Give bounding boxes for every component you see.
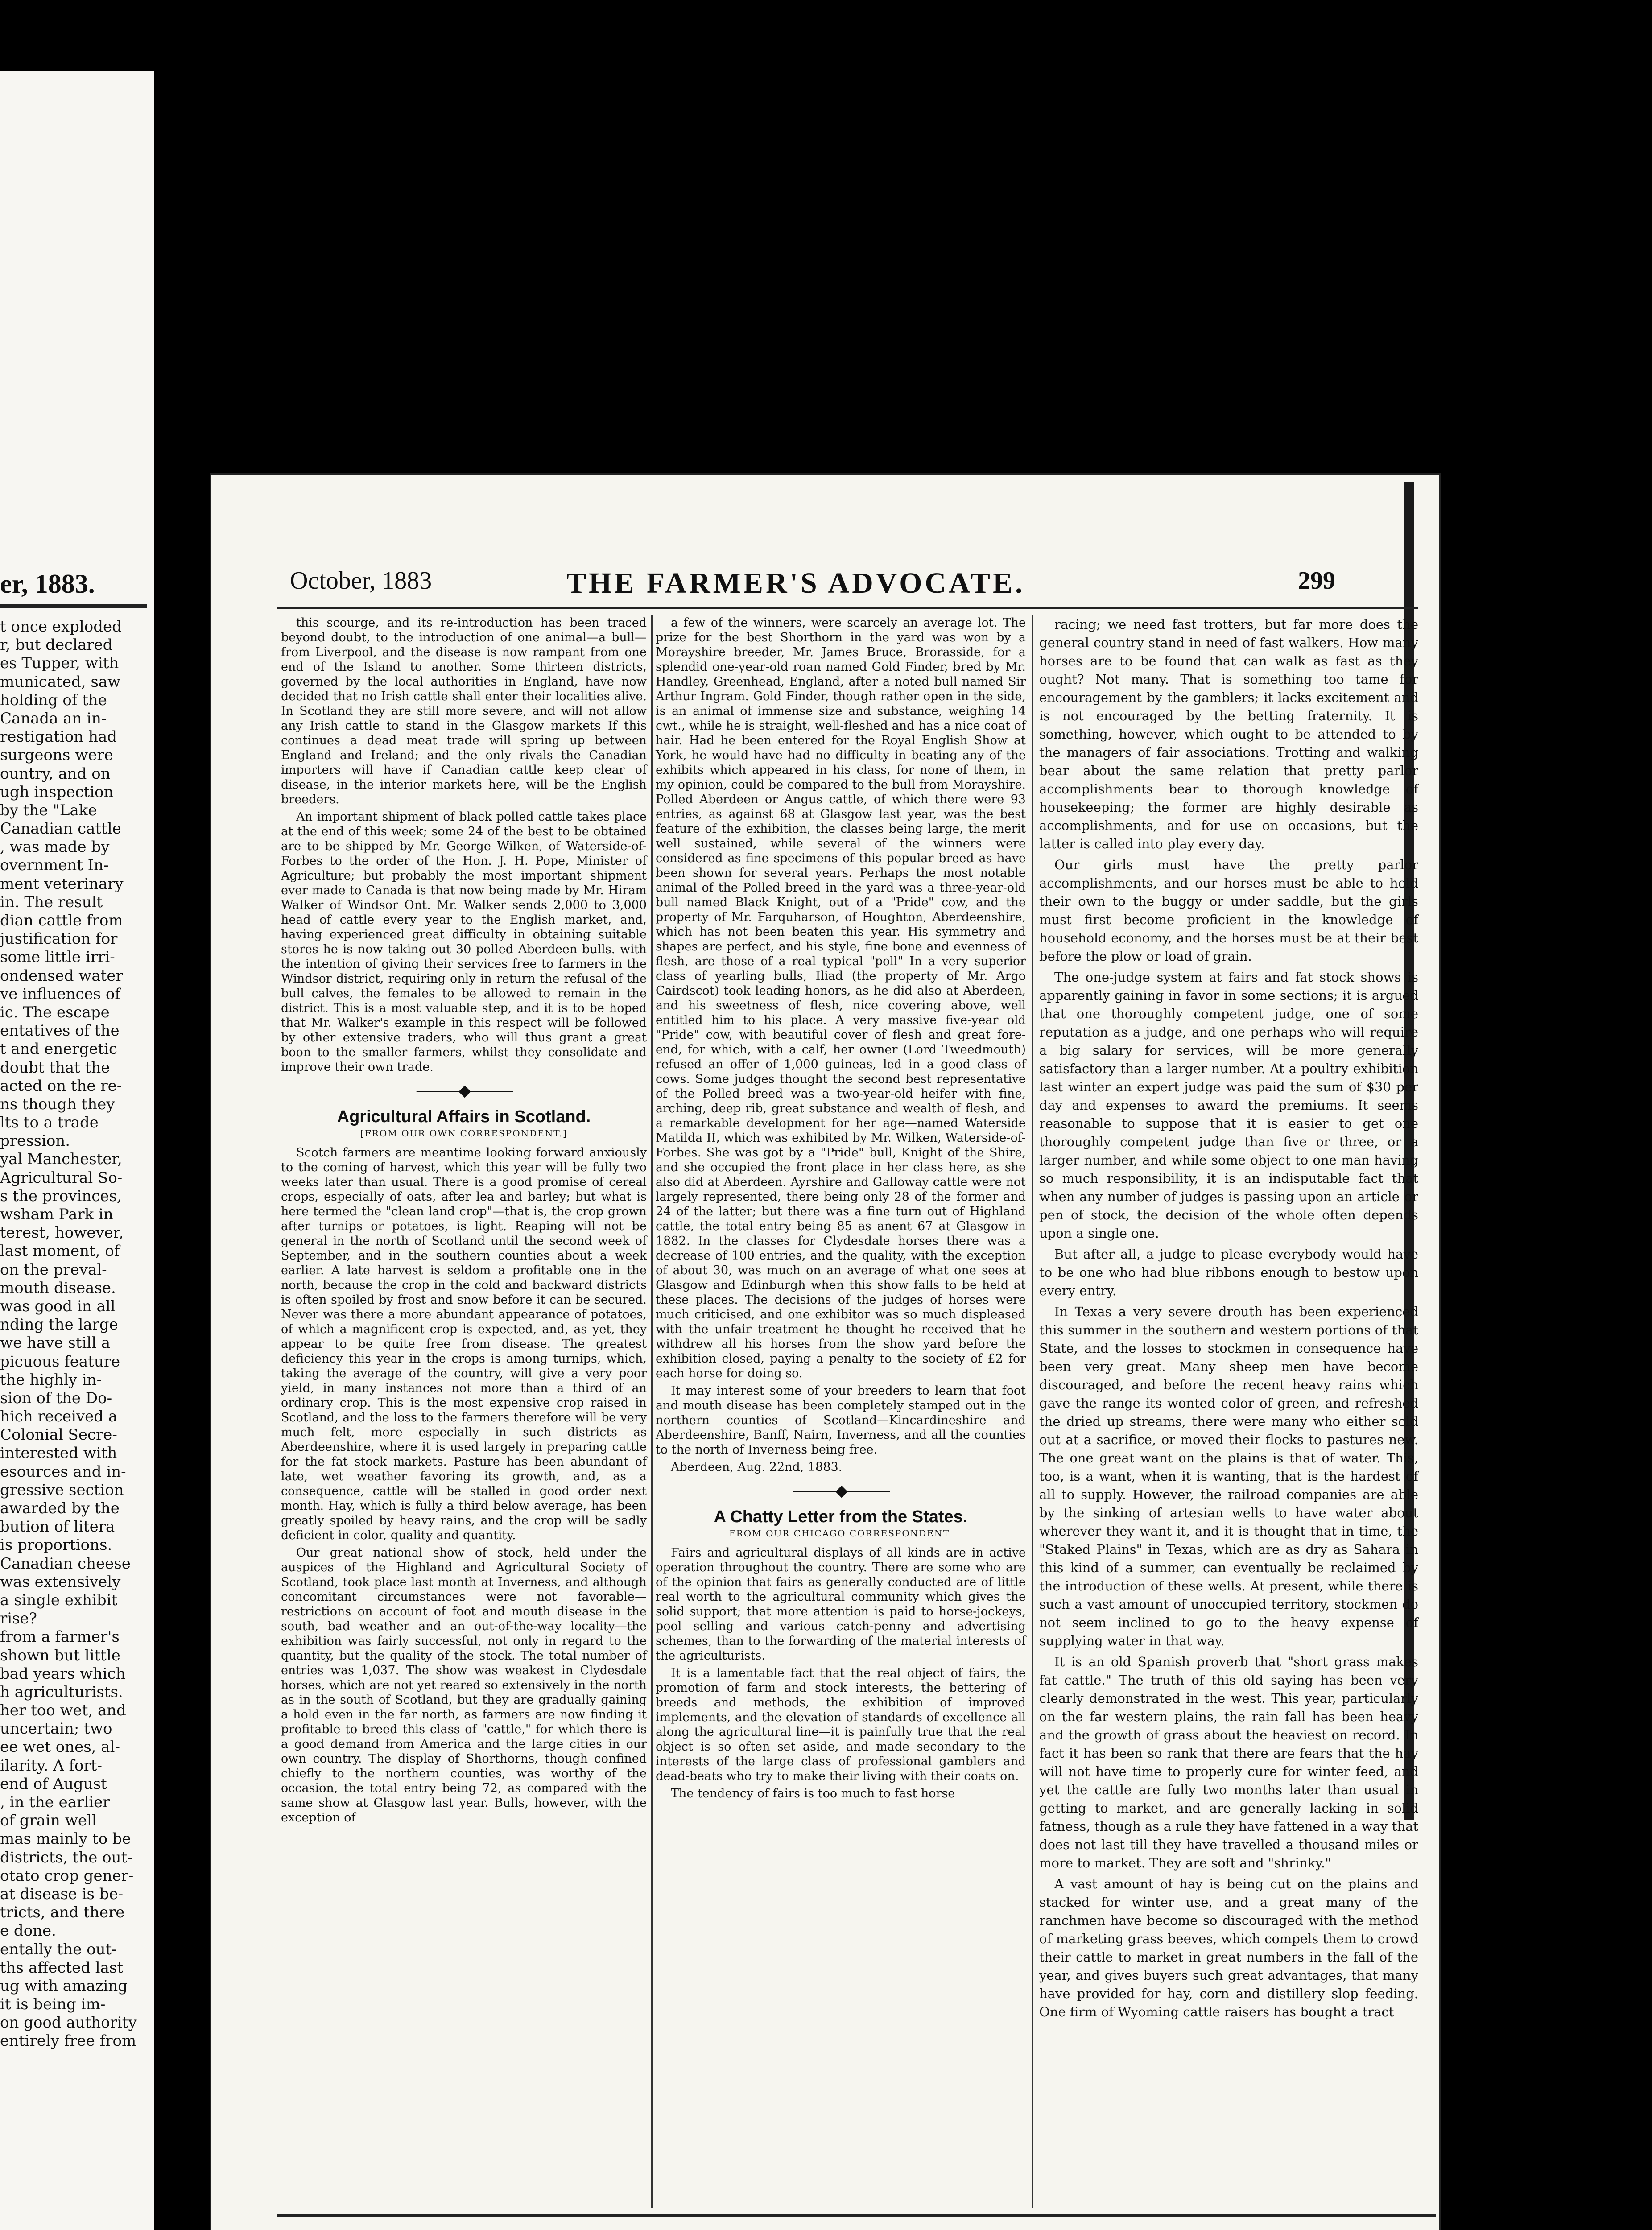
adjacent-text-line: Canada an in-	[0, 709, 107, 727]
article-paragraph: racing; we need fast trotters, but far more does the general country stand in need of fast walkers. How many horses are to be found that can walk as fast as they ought? Not many. That is something too tame for encouragement by the gamblers; it lacks excitement and is not encouraged by the betting fraternity. It is something, however, which ought to be attended to by the managers of fair associations. Trotting and walking bear about the same relation that pretty parlor accomplishments bear to thorough knowledge of housekeeping; the former are highly desirable as accomplishments, and for use on occasions, but the latter is called into play every day.	[1039, 617, 1418, 851]
adjacent-text-line: some little irri-	[0, 948, 115, 966]
adjacent-text-line: her too wet, and	[0, 1701, 126, 1720]
adjacent-text-line: s the provinces,	[0, 1187, 122, 1205]
adjacent-text-line: Colonial Secre-	[0, 1426, 117, 1444]
adjacent-text-line: uncertain; two	[0, 1720, 112, 1738]
adjacent-text-line: hich received a	[0, 1408, 118, 1426]
adjacent-page-fragment	[0, 71, 154, 2230]
adjacent-text-line: Canadian cattle	[0, 820, 121, 838]
column-1	[281, 615, 647, 1828]
adjacent-running-head: er, 1883.	[0, 569, 95, 599]
dateline: Aberdeen, Aug. 22nd, 1883.	[671, 1460, 843, 1474]
article-paragraph: Our girls must have the pretty parlor accomplishments, and our horses must be able to hold their own to the buggy or under saddle, but the girls must first become proficient in the knowledge of household economy, and the horses must be at their best before the plow or load of grain.	[1039, 857, 1418, 964]
column-rule	[651, 615, 653, 2208]
adjacent-text-line: , in the earlier	[0, 1793, 110, 1811]
adjacent-text-line: we have still a	[0, 1334, 111, 1352]
adjacent-text-line: pression.	[0, 1132, 70, 1150]
adjacent-text-line: acted on the re-	[0, 1077, 122, 1095]
adjacent-text-line: is proportions.	[0, 1536, 112, 1554]
adjacent-text-line: nding the large	[0, 1316, 118, 1334]
article-paragraph: It may interest some of your breeders to learn that foot and mouth disease has been completely stamped out in the northern counties of Scotland—Kincardineshire and Aberdeenshire, Banff, Nairn, Inverness, and all the counties to the north of Inverness being free.	[656, 1384, 1026, 1457]
adjacent-text-line: last moment, of	[0, 1242, 120, 1260]
adjacent-text-line: ondensed water	[0, 966, 123, 985]
adjacent-text-line: entatives of the	[0, 1022, 120, 1040]
article-paragraph: Our great national show of stock, held under the auspices of the Highland and Agricultural Society of Scotland, took place last month at Inverness, and although concomitant circumstances were not favorable—restrictions on account of foot and mouth disease in the south, bad weather and an out-of-the-way locality—the exhibition was fairly successful, not only in regard to the quantity, but the quality of the stock. The total number of entries was 1,037. The show was weakest in Clydesdale horses, which are not yet reared so extensively in the north as in the south of Scotland, but they are gradually gaining a hold even in the far north, as farmers are now finding it profitable to breed this class of "cattle," for which there is a good demand from America and the large cities in our own country. The display of Shorthorns, though confined chiefly to the northern counties, was worthy of the occasion, the total entry being 72, as compared with the same show at Glasgow last year. Bulls, however, with the exception of	[281, 1546, 647, 1825]
correspondent-line: [FROM OUR OWN CORRESPONDENT.]	[360, 1128, 567, 1139]
adjacent-text-line: end of August	[0, 1775, 107, 1793]
adjacent-text-line: was good in all	[0, 1297, 116, 1315]
adjacent-text-line: , was made by	[0, 838, 110, 856]
article-paragraph: It is an old Spanish proverb that "short grass makes fat cattle." The truth of this old saying has been very clearly demonstrated in the west. This year, particularly on the far western plains, the rain fall has been heavy and the growth of grass about the heaviest on record. In fact it has been so rank that there are fears that the hay will not have time to properly cure for winter feed, and yet the cattle are fully two months later than usual in getting to market, and are generally lacking in solid fatness, though as a rule they have fattened in a way that does not last till they have travelled a thousand miles or more to market. They are soft and "shrinky."	[1039, 1654, 1418, 1871]
adjacent-text-line: gressive section	[0, 1481, 124, 1499]
column-rule	[1032, 615, 1033, 2208]
adjacent-text-line: interested with	[0, 1444, 117, 1462]
adjacent-text-line: mouth disease.	[0, 1279, 116, 1297]
adjacent-text-line: at disease is be-	[0, 1885, 124, 1903]
article-paragraph: The one-judge system at fairs and fat stock shows is apparently gaining in favor in some sections; it is argued that one thoroughly competent judge, one of some reputation as a judge, and one perhaps who will require a big salary for services, will be more generally satisfactory than a larger number. At a poultry exhibition last winter an expert judge was paid the sum of $30 per day and expenses to award the premiums. It seems reasonable to suppose that it is easier to get one thoroughly competent judge than five or three, or a larger number, and while some object to one man having so much responsibility, it is an indisputable fact that when any number of judges is passing upon an article or pen of stock, the decision of the whole often depends upon a single one.	[1039, 970, 1418, 1241]
issue-date: October, 1883	[290, 567, 432, 595]
article-heading: A Chatty Letter from the States.	[714, 1507, 968, 1526]
adjacent-text-line: ilarity. A fort-	[0, 1756, 102, 1775]
column-3	[1039, 615, 1418, 2024]
adjacent-text-line: overnment In-	[0, 856, 109, 875]
adjacent-text-line: from a farmer's	[0, 1628, 120, 1646]
header-rule	[277, 607, 1418, 609]
article-heading: Agricultural Affairs in Scotland.	[337, 1107, 591, 1126]
adjacent-text-line: was extensively	[0, 1573, 121, 1591]
adjacent-text-line: ee wet ones, al-	[0, 1738, 120, 1756]
adjacent-text-line: ugh inspection	[0, 783, 114, 801]
adjacent-text-line: esources and in-	[0, 1462, 126, 1481]
footer-rule	[277, 2214, 1436, 2217]
article-paragraph: It is a lamentable fact that the real object of fairs, the promotion of farm and stock interests, the bettering of breeds and methods, the exhibition of improved implements, and the elevation of standards of excellence all along the agricultural line—it is painfully true that the real object is so often set aside, and made secondary to the interests of the large class of professional gamblers and dead-beats who try to make their living with their coats on.	[656, 1666, 1026, 1783]
adjacent-text-line: t once exploded	[0, 618, 122, 636]
article-paragraph: a few of the winners, were scarcely an average lot. The prize for the best Shorthorn in the yard was won by a Morayshire breeder, Mr. James Bruce, Brorasside, for a splendid one-year-old roan named Gold Finder, bred by Mr. Handley, Greenhead, England, after a noted bull named Sir Arthur Ingram. Gold Finder, though rather open in the side, is an animal of immense size and substance, weighing 14 cwt., while he is straight, well-fleshed and has a nice coat of hair. Had he been entered for the Royal English Show at York, he would have had no difficulty in beating any of the exhibits which appeared in his class, for none of them, in my opinion, could be compared to the bull from Morayshire. Polled Aberdeen or Angus cattle, of which there were 93 entries, as against 68 at Glasgow last year, was the best feature of the exhibition, the classes being large, the merit well sustained, while several of the winners were considered as fine specimens of this popular breed as have been shown for several years. Perhaps the most notable animal of the Polled breed in the yard was a three-year-old bull named Black Knight, out of a "Pride" cow, and the property of Mr. Farquharson, of Houghton, Aberdeenshire, which has not been beaten this year. His symmetry and shapes are perfect, and his style, fine bone and evenness of flesh, are those of a real typical "poll" In a very superior class of yearling bulls, Iliad (the property of Mr. Argo Cairdscot) took leading honors, as he did also at Aberdeen, and his sweetness of flesh, nice covering above, well entitled him to his place. A very massive five-year old "Pride" cow, with beautiful cover of flesh and great fore-end, for which, with a calf, her owner (Lord Tweedmouth) refused an offer of 1,000 guineas, led in a good class of cows. Some judges thought the second best representative of the Polled breed was a two-year-old heifer with fine, arching, deep rib, great substance and wealth of flesh, and a remarkable development for her age—named Waterside Matilda II, which was exhibited by Mr. Wilken, Waterside-of-Forbes. She was got by a "Pride" bull, Knight of the Shire, and she occupied the front place in her class here, as she also did at Aberdeen. Ayrshire and Galloway cattle were not largely represented, there being only 28 of the former and 24 of the latter; but there was a fine turn out of Highland cattle, the total entry being 85 as anent 67 at Glasgow in 1882. In the classes for Clydesdale horses there was a decrease of 100 entries, and the quality, with the exception of about 30, was much on an average of what one sees at Glasgow and Edinburgh when this show falls to be held at these places. The decisions of the judges of horses were much criticised, and one exhibitor was so much displeased with the unfair treatment he thought he received that he withdrew all his horses from the show yard before the exhibition closed, paying a penalty to the society of £2 for each horse for doing so.	[656, 616, 1026, 1380]
adjacent-text-line: it is being im-	[0, 1995, 106, 2014]
page-number: 299	[1298, 567, 1335, 595]
adjacent-text-line: awarded by the	[0, 1499, 120, 1517]
adjacent-text-line: Canadian cheese	[0, 1554, 131, 1573]
adjacent-text-line: ic. The escape	[0, 1003, 110, 1021]
correspondent-line: FROM OUR CHICAGO CORRESPONDENT.	[729, 1528, 953, 1539]
adjacent-text-line: by the "Lake	[0, 801, 97, 819]
article-paragraph: An important shipment of black polled cattle takes place at the end of this week; some 24 of the best to be obtained are to be shipped by Mr. George Wilken, of Waterside-of-Forbes to the order of the Hon. J. H. Pope, Minister of Agriculture; but probably the most important shipment ever made to Canada is that now being made by Mr. Hiram Walker of Windsor Ont. Mr. Walker sends 2,000 to 3,000 head of cattle every year to the English market, and, having experienced great difficulty in obtaining suitable stores he is now taking out 30 polled Aberdeen bulls. with the intention of giving their services free to farmers in the Windsor district, requiring only in return the refusal of the bull calves, the females to be allowed to remain in the district. This is a most valuable step, and it is to be hoped that Mr. Walker's example in this respect will be followed by other extensive traders, who will thus grant a great boon to the smaller farmers, whilst they consolidate and improve their own trade.	[281, 810, 647, 1074]
adjacent-text-line: tricts, and there	[0, 1904, 125, 1922]
adjacent-text-line: sion of the Do-	[0, 1389, 112, 1407]
adjacent-text-line: ns though they	[0, 1095, 115, 1113]
article-paragraph: Fairs and agricultural displays of all kinds are in active operation throughout the country. There are some who are of the opinion that fairs as generally conducted are of little real worth to the agricultural community which gives the solid support; that more attention is paid to horse-jockeys, pool selling and various catch-penny and advertising schemes, than to the forwarding of the material interests of the agriculturists.	[656, 1546, 1026, 1663]
adjacent-text-line: terest, however,	[0, 1224, 124, 1242]
adjacent-text-line: lts to a trade	[0, 1114, 99, 1132]
adjacent-text-line: restigation had	[0, 728, 117, 746]
adjacent-text-line: ountry, and on	[0, 764, 111, 783]
adjacent-text-line: surgeons were	[0, 746, 113, 764]
adjacent-text-line: ve influences of	[0, 985, 120, 1003]
adjacent-text-line: the highly in-	[0, 1371, 102, 1389]
adjacent-text-line: a single exhibit	[0, 1591, 118, 1609]
adjacent-text-line: holding of the	[0, 691, 107, 709]
masthead-title: THE FARMER'S ADVOCATE.	[566, 567, 1025, 599]
adjacent-text-line: otato crop gener-	[0, 1867, 134, 1885]
adjacent-text-line: doubt that the	[0, 1058, 110, 1077]
article-paragraph: In Texas a very severe drouth has been experienced this summer in the southern and western portions of that State, and the losses to stockmen in consequence have been very great. Many sheep men have become discouraged, and before the recent heavy rains which gave the range its wonted color of green, and refreshed the dried up streams, there were many who either sold out at a sacrifice, or moved their flocks to pastures new. The one great want on the plains is that of water. This, too, is a want, when it is wanting, that is the hardest of all to supply. However, the railroad companies are able by the sinking of artesian wells to have water about wherever they want it, and it is thought that in time, the "Staked Plains" in Texas, which are as dry as Sahara in this kind of a summer, can eventually be reclaimed by the introduction of these wells. At present, while there is such a vast amount of unoccupied territory, stockmen do not seem inclined to go to the heavy expense of supplying water in that way.	[1039, 1304, 1418, 1648]
adjacent-text-line: e done.	[0, 1922, 56, 1940]
article-paragraph: A vast amount of hay is being cut on the plains and stacked for winter use, and a great many of the ranchmen have become so discouraged with the method of marketing grass beeves, which compels them to crowd their cattle to market in great numbers in the fall of the year, and gives buyers such great advantages, that many have provided for hay, corn and distillery slop feeding. One firm of Wyoming cattle raisers has bought a tract	[1039, 1876, 1418, 2019]
adjacent-text-line: picuous feature	[0, 1352, 120, 1371]
article-paragraph: But after all, a judge to please everybody would have to be one who had blue ribbons enough to bestow upon every entry.	[1039, 1247, 1418, 1298]
adjacent-text-line: ment veterinary	[0, 875, 124, 893]
adjacent-text-line: shown but little	[0, 1646, 120, 1664]
adjacent-text-line: on the preval-	[0, 1260, 107, 1279]
column-2	[656, 615, 1026, 1804]
adjacent-text-line: ths affected last	[0, 1958, 124, 1977]
adjacent-text-line: dian cattle from	[0, 912, 123, 929]
adjacent-text-line: in. The result	[0, 893, 103, 911]
article-paragraph: Scotch farmers are meantime looking forward anxiously to the coming of harvest, which this year will be fully two weeks later than usual. There is a good promise of cereal crops, especially of oats, after lea and barley; but what is here termed the "clean land crop"—that is, the crop grown after turnips or potatoes, is light. Reaping will not be general in the north of Scotland until the second week of September, and in the southern counties about a week earlier. A late harvest is seldom a profitable one in the north, because the crop in the cold and backward districts is often spoiled by frost and snow before it can be secured. Never was there a more abundant appearance of potatoes, of which a magnificent crop is expected, and, as yet, they appear to be quite free from disease. The greatest deficiency this year in the crops is among turnips, which, taking the average of the country, will give a very poor yield, in many instances not more than a third of an ordinary crop. This is the most expensive crop raised in Scotland, and the loss to the farmers therefore will be very much felt, more especially in such districts as Aberdeenshire, where it is used largely in preparing cattle for the fat stock markets. Pasture has been abundant of late, wet weather favoring its growth, and, as a consequence, cattle will be stalled in good order next month. Hay, which is fully a third below average, has been greatly spoiled by heavy rains, and the crop will be sadly deficient in color, quality and quantity.	[281, 1146, 647, 1542]
adjacent-text-line: districts, the out-	[0, 1848, 132, 1867]
adjacent-text-line: h agriculturists.	[0, 1683, 123, 1701]
adjacent-text-line: justification for	[0, 930, 118, 948]
adjacent-text-line: bution of litera	[0, 1518, 115, 1536]
adjacent-text-line: on good authority	[0, 2014, 137, 2032]
adjacent-text-line: of grain well	[0, 1812, 97, 1830]
adjacent-text-line: wsham Park in	[0, 1206, 113, 1223]
adjacent-text-line: entally the out-	[0, 1940, 117, 1958]
adjacent-text-line: es Tupper, with	[0, 654, 119, 673]
adjacent-header-rule	[0, 604, 147, 608]
adjacent-text-line: municated, saw	[0, 673, 121, 691]
adjacent-text-line: t and energetic	[0, 1040, 118, 1058]
adjacent-text-line: rise?	[0, 1610, 37, 1628]
article-paragraph: this scourge, and its re-introduction has been traced beyond doubt, to the introduction of one animal—a bull—from Liverpool, and the disease is now rampant from one end of the Island to another. Some thirteen districts, governed by the local authorities in England, have now decided that no Irish cattle shall enter their localities alive. In Scotland they are still more severe, and will not allow any Irish cattle to stand in the Glasgow markets If this continues a dead meat trade will spring up between England and Ireland; and the only rivals the Canadian importers will have if Canadian cattle keep clear of disease, in the interior markets here, will be the English breeders.	[281, 616, 647, 806]
adjacent-text-line: bad years which	[0, 1664, 126, 1683]
adjacent-text-line: r, but declared	[0, 636, 113, 654]
adjacent-text-line: yal Manchester,	[0, 1150, 122, 1169]
section-ornament: ———◆———	[416, 1082, 512, 1100]
adjacent-text-line: ug with amazing	[0, 1977, 128, 1995]
adjacent-text-line: Agricultural So-	[0, 1169, 123, 1187]
adjacent-text-line: mas mainly to be	[0, 1830, 131, 1848]
section-ornament: ———◆———	[793, 1482, 889, 1500]
article-paragraph: The tendency of fairs is too much to fast horse	[671, 1787, 955, 1801]
newspaper-page	[210, 473, 1441, 2230]
adjacent-text-line: entirely free from	[0, 2032, 136, 2050]
adjacent-column-text	[0, 618, 154, 2051]
